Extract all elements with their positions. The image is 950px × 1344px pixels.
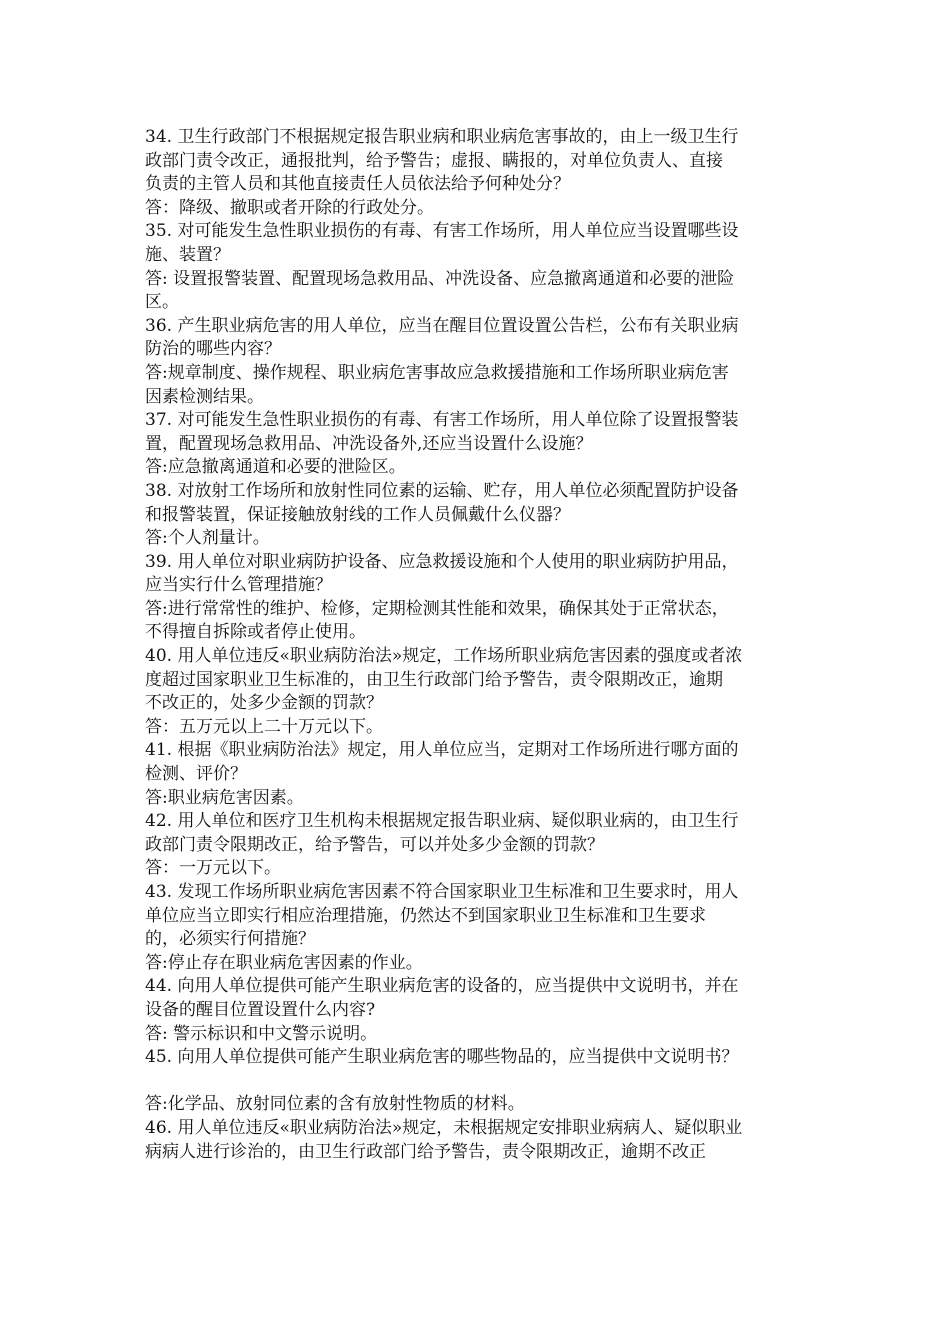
answer-line: 答：五万元以上二十万元以下。 xyxy=(145,716,383,737)
text-line: 44. 向用人单位提供可能产生职业病危害的设备的，应当提供中文说明书，并在 xyxy=(145,976,739,997)
answer-line: 答:职业病危害因素。 xyxy=(145,787,304,808)
text-line: 应当实行什么管理措施？ xyxy=(145,575,332,596)
text-line: 单位应当立即实行相应治理措施，仍然达不到国家职业卫生标准和卫生要求 xyxy=(145,905,706,926)
answer-line: 答:个人剂量计。 xyxy=(145,528,270,549)
text-line: 40. 用人单位违反«职业病防治法»规定，工作场所职业病危害因素的强度或者浓 xyxy=(145,646,743,667)
answer-line: 区。 xyxy=(145,292,179,313)
text-line: 36. 产生职业病危害的用人单位，应当在醒目位置设置公告栏，公布有关职业病 xyxy=(145,315,739,336)
blank-line xyxy=(145,1070,810,1094)
text-line: 设备的醒目位置设置什么内容? xyxy=(145,999,376,1020)
text-line: 防治的哪些内容？ xyxy=(145,339,281,360)
text-line: 病病人进行诊治的，由卫生行政部门给予警告，责令限期改正，逾期不改正 xyxy=(145,1141,706,1162)
document-body xyxy=(145,126,810,1164)
text-line: 负责的主管人员和其他直接责任人员依法给予何种处分？ xyxy=(145,174,570,195)
answer-line: 答:停止存在职业病危害因素的作业。 xyxy=(145,952,423,973)
text-line: 的，必须实行何措施？ xyxy=(145,929,315,950)
text-line: 46. 用人单位违反«职业病防治法»规定，未根据规定安排职业病病人、疑似职业 xyxy=(145,1117,743,1138)
answer-line: 不得擅自拆除或者停止使用。 xyxy=(145,622,366,643)
text-line: 42. 用人单位和医疗卫生机构未根据规定报告职业病、疑似职业病的，由卫生行 xyxy=(145,811,739,832)
answer-line: 答:化学品、放射同位素的含有放射性物质的材料。 xyxy=(145,1094,525,1115)
text-line: 39. 用人单位对职业病防护设备、应急救援设施和个人使用的职业病防护用品， xyxy=(145,551,739,572)
text-line: 置，配置现场急救用品、冲洗设备外,还应当设置什么设施？ xyxy=(145,433,593,454)
text-line: 不改正的，处多少金额的罚款？ xyxy=(145,693,383,714)
answer-line: 答:进行常常性的维护、检修，定期检测其性能和效果，确保其处于正常状态， xyxy=(145,598,729,619)
answer-line: 答：降级、撤职或者开除的行政处分。 xyxy=(145,197,434,218)
text-line: 45. 向用人单位提供可能产生职业病危害的哪些物品的，应当提供中文说明书？ xyxy=(145,1047,739,1068)
answer-line: 答: 警示标识和中文警示说明。 xyxy=(145,1023,378,1044)
text-line: 43. 发现工作场所职业病危害因素不符合国家职业卫生标准和卫生要求时，用人 xyxy=(145,882,739,902)
text-line: 检测、评价？ xyxy=(145,764,247,785)
text-line: 37. 对可能发生急性职业损伤的有毒、有害工作场所，用人单位除了设置报警装 xyxy=(145,410,739,431)
text-line: 度超过国家职业卫生标准的，由卫生行政部门给予警告，责令限期改正，逾期 xyxy=(145,669,723,690)
answer-line: 因素检测结果。 xyxy=(145,386,264,407)
text-line: 施、装置？ xyxy=(145,244,230,265)
answer-line: 答:应急撤离通道和必要的泄险区。 xyxy=(145,457,406,478)
answer-line: 答: 设置报警装置、配置现场急救用品、冲洗设备、应急撤离通道和必要的泄险 xyxy=(145,268,735,289)
answer-line: 答：一万元以下。 xyxy=(145,858,281,879)
text-line: 政部门责令改正，通报批判，给予警告；虚报、瞒报的，对单位负责人、直接 xyxy=(145,150,723,171)
text-line: 和报警装置，保证接触放射线的工作人员佩戴什么仪器？ xyxy=(145,504,570,525)
answer-line: 答:规章制度、操作规程、职业病危害事故应急救援措施和工作场所职业病危害 xyxy=(145,362,729,383)
text-line: 35. 对可能发生急性职业损伤的有毒、有害工作场所，用人单位应当设置哪些设 xyxy=(145,221,739,242)
text-line: 41. 根据《职业病防治法》规定，用人单位应当，定期对工作场所进行哪方面的 xyxy=(145,740,739,761)
text-line: 34. 卫生行政部门不根据规定报告职业病和职业病危害事故的，由上一级卫生行 xyxy=(145,127,739,147)
text-line: 政部门责令限期改正，给予警告，可以并处多少金额的罚款？ xyxy=(145,834,604,855)
text-line: 38. 对放射工作场所和放射性同位素的运输、贮存，用人单位必须配置防护设备 xyxy=(145,480,739,501)
